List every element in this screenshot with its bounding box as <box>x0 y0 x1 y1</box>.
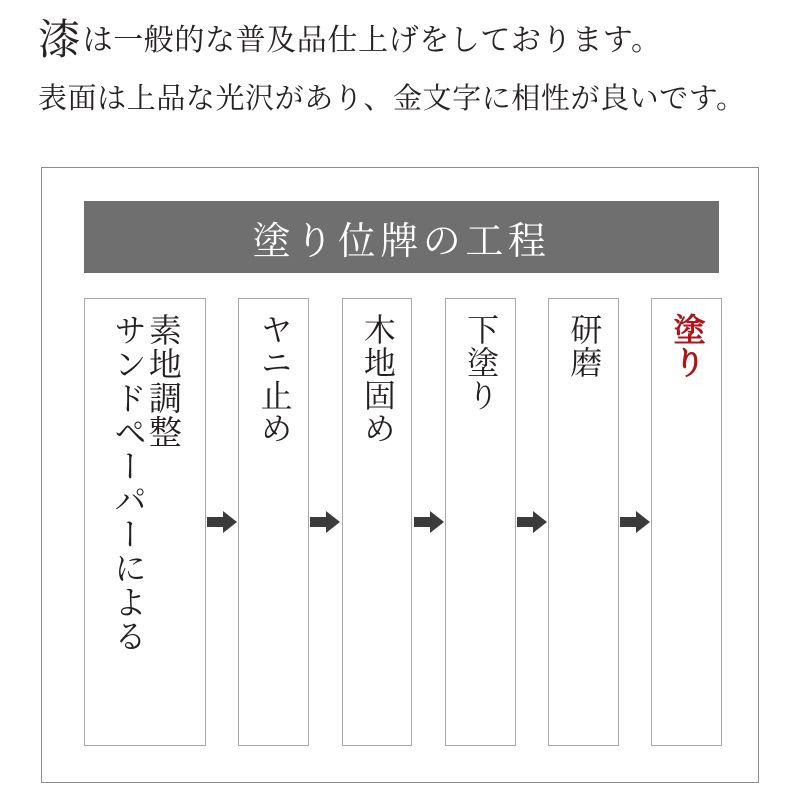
intro-line-2: 表面は上品な光沢があり、金文字に相性が良いです。 <box>38 83 746 115</box>
process-step-2 <box>238 298 309 746</box>
process-step-1-label-line-2: サンドペーパーによる <box>109 313 147 653</box>
process-step-3 <box>342 298 413 746</box>
process-step-3-label: 木地固め <box>359 313 396 445</box>
intro-lead-character: 漆 <box>38 18 81 64</box>
process-step-4 <box>445 298 516 746</box>
process-diagram-frame <box>41 167 759 783</box>
arrow-right-icon-3 <box>412 298 444 746</box>
intro-text <box>38 14 768 130</box>
process-step-4-label: 下塗り <box>463 313 500 412</box>
process-flow <box>84 298 722 746</box>
arrow-right-icon-2 <box>309 298 341 746</box>
process-step-5 <box>548 298 619 746</box>
process-step-1-label <box>110 313 180 653</box>
intro-line-1 <box>38 14 768 68</box>
process-step-6 <box>651 298 722 746</box>
process-step-2-label: ヤニ止め <box>256 313 293 445</box>
arrow-right-icon-1 <box>206 298 238 746</box>
process-step-1 <box>84 298 206 746</box>
diagram-title-banner: 塗り位牌の工程 <box>84 201 719 273</box>
process-step-5-label: 研磨 <box>566 313 603 379</box>
intro-line-1-rest: は一般的な普及品仕上げをしております。 <box>82 24 662 57</box>
arrow-right-icon-4 <box>516 298 548 746</box>
arrow-right-icon-5 <box>619 298 651 746</box>
process-step-1-label-line-1: 素地調整 <box>144 313 182 449</box>
process-step-6-label: 塗り <box>669 313 706 379</box>
